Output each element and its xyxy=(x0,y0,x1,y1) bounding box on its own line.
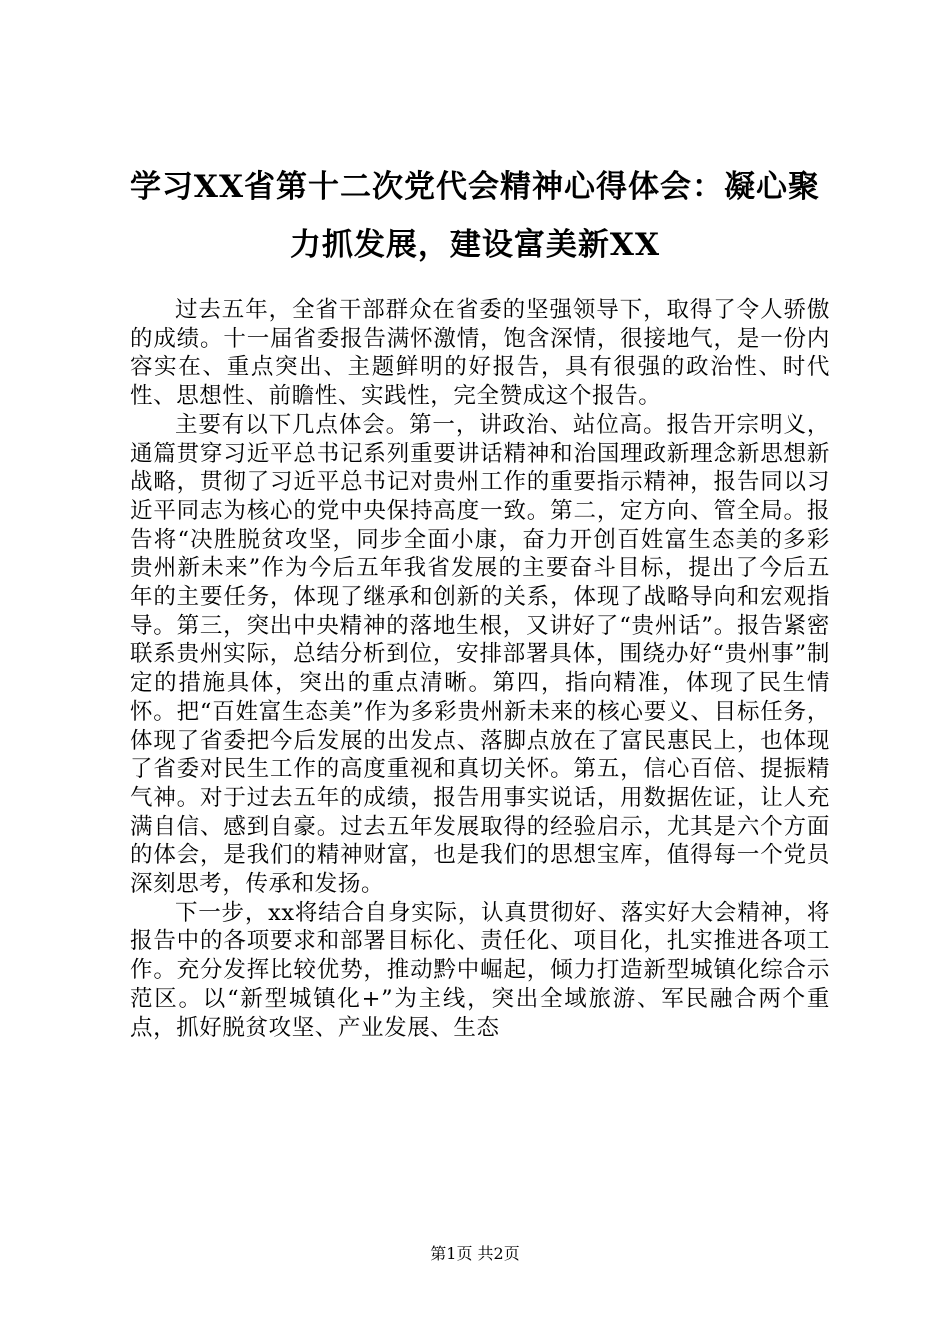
paragraph-1: 过去五年，全省干部群众在省委的坚强领导下，取得了令人骄傲的成绩。十一届省委报告满怀激情，饱含深情，很接地气，是一份内容实在、重点突出、主题鲜明的好报告，具有很强的政治性、时代性、思想性、前瞻性、实践性，完全赞成这个报告。 xyxy=(130,297,830,410)
paragraph-3: 下一步，xx将结合自身实际，认真贯彻好、落实好大会精神，将报告中的各项要求和部署目标化、责任化、项目化，扎实推进各项工作。充分发挥比较优势，推动黔中崛起，倾力打造新型城镇化综合示范区。以“新型城镇化+”为主线，突出全域旅游、军民融合两个重点，抓好脱贫攻坚、产业发展、生态 xyxy=(130,899,830,1041)
paragraph-2: 主要有以下几点体会。第一，讲政治、站位高。报告开宗明义，通篇贯穿习近平总书记系列重要讲话精神和治国理政新理念新思想新战略，贯彻了习近平总书记对贵州工作的重要指示精神，报告同以习近平同志为核心的党中央保持高度一致。第二，定方向、管全局。报告将“决胜脱贫攻坚，同步全面小康，奋力开创百姓富生态美的多彩贵州新未来”作为今后五年我省发展的主要奋斗目标，提出了今后五年的主要任务，体现了继承和创新的关系，体现了战略导向和宏观指导。第三，突出中央精神的落地生根，又讲好了“贵州话”。报告紧密联系贵州实际，总结分析到位，安排部署具体，围绕办好“贵州事”制定的措施具体，突出的重点清晰。第四，指向精准，体现了民生情怀。把“百姓富生态美”作为多彩贵州新未来的核心要义、目标任务，体现了省委把今后发展的出发点、落脚点放在了富民惠民上，也体现了省委对民生工作的高度重视和真切关怀。第五，信心百倍、提振精气神。对于过去五年的成绩，报告用事实说话，用数据佐证，让人充满自信、感到自豪。过去五年发展取得的经验启示，尤其是六个方面的体会，是我们的精神财富，也是我们的思想宝库，值得每一个党员深刻思考，传承和发扬。 xyxy=(130,411,830,898)
document-body xyxy=(130,296,830,1042)
document-title: 学习XX省第十二次党代会精神心得体会：凝心聚力抓发展，建设富美新XX xyxy=(129,169,821,263)
page-number-footer: 第1页 共2页 xyxy=(430,1244,520,1263)
